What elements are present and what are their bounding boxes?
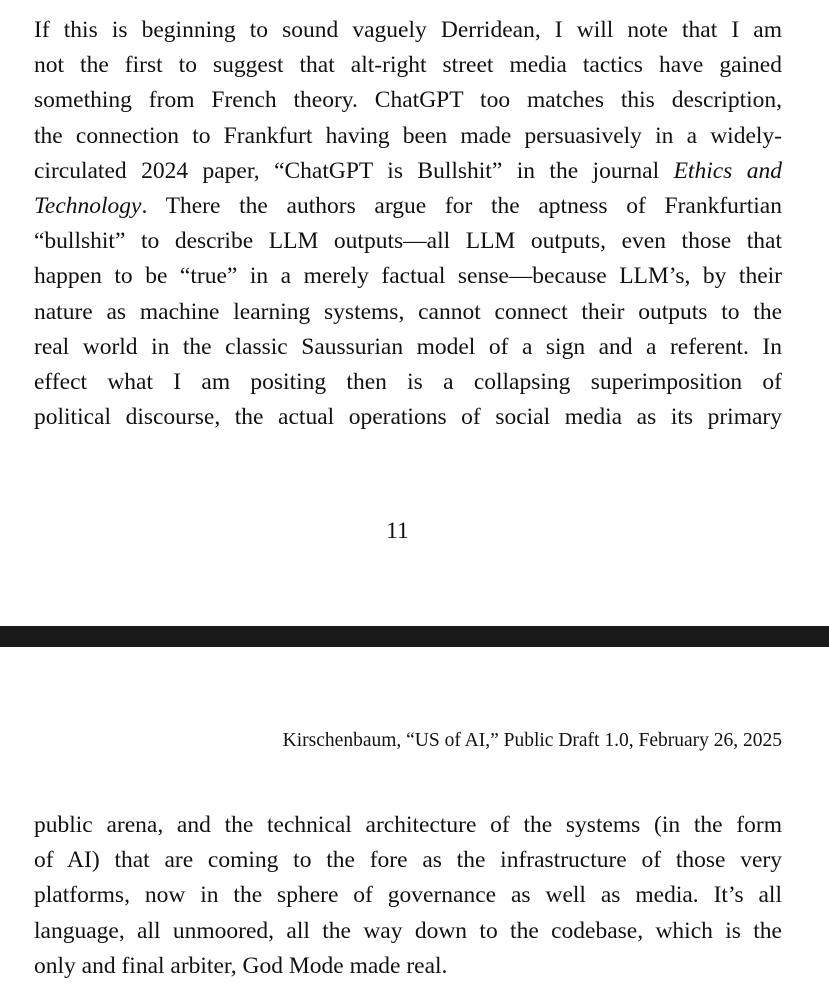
text-segment: circulated 2024 paper, “ChatGPT is Bullshit” in the journal <box>34 157 674 184</box>
body-paragraph-bottom <box>34 808 782 984</box>
text-line: platforms, now in the sphere of governance as well as media. It’s all <box>34 882 782 909</box>
text-line: language, all unmoored, all the way down to the codebase, which is the <box>34 917 782 944</box>
text-line <box>34 189 782 224</box>
text-line: “bullshit” to describe LLM outputs—all LLM outputs, even those that <box>34 228 782 255</box>
running-header: Kirschenbaum, “US of AI,” Public Draft 1.0, February 26, 2025 <box>282 730 782 751</box>
page-break-divider <box>0 626 829 647</box>
body-paragraph-top <box>34 13 782 435</box>
text-segment: . There the authors argue for the aptness of Frankfurtian <box>141 193 782 220</box>
text-line: real world in the classic Saussurian model of a sign and a referent. In <box>34 333 782 360</box>
text-line: of AI) that are coming to the fore as the infrastructure of those very <box>34 847 782 874</box>
journal-title-italic: Ethics and <box>673 157 782 184</box>
journal-title-italic: Technology <box>34 193 142 220</box>
text-line: If this is beginning to sound vaguely Derridean, I will note that I am <box>34 17 782 43</box>
text-line: the connection to Frankfurt having been made persuasively in a widely- <box>34 122 782 149</box>
text-line: not the first to suggest that alt-right street media tactics have gained <box>34 52 782 79</box>
text-line: happen to be “true” in a merely factual sense—because LLM’s, by their <box>34 263 782 290</box>
text-line: only and final arbiter, God Mode made real. <box>34 952 448 979</box>
page-number: 11 <box>386 518 409 544</box>
text-line: nature as machine learning systems, cannot connect their outputs to the <box>34 298 782 325</box>
text-line: political discourse, the actual operations of social media as its primary <box>34 404 782 431</box>
text-line: something from French theory. ChatGPT too matches this description, <box>34 87 782 114</box>
text-line <box>34 154 782 189</box>
text-line: effect what I am positing then is a collapsing superimposition of <box>34 369 782 396</box>
text-line: public arena, and the technical architecture of the systems (in the form <box>34 812 782 838</box>
